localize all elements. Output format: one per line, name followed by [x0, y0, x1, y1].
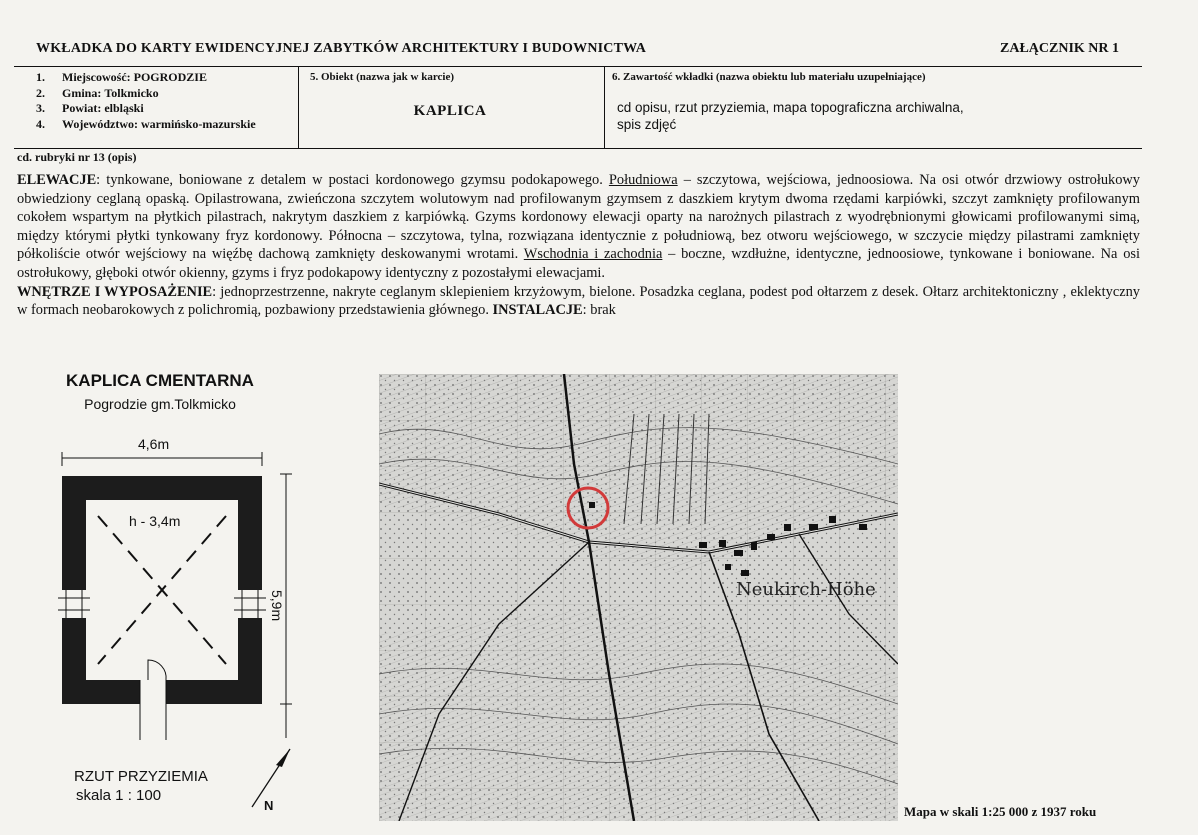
contents-heading: 6. Zawartość wkładki (nazwa obiektu lub materiału uzupełniające): [612, 71, 926, 83]
location-item: 4. Województwo: warmińsko-mazurskie: [36, 116, 256, 131]
location-block: [36, 70, 256, 132]
contents-value: cd opisu, rzut przyziemia, mapa topograficzna archiwalna, spis zdjęć: [617, 100, 964, 132]
vault-height-label: h - 3,4m: [129, 513, 181, 529]
header-rule-bottom: [14, 148, 1142, 149]
object-name: KAPLICA: [413, 103, 487, 119]
archival-map: [379, 374, 898, 821]
plan-width-dimension: 4,6m: [138, 436, 170, 452]
annex-label: ZAŁĄCZNIK NR 1: [1000, 41, 1120, 56]
floor-plan-drawing: [40, 450, 300, 750]
plan-caption: RZUT PRZYZIEMIA: [74, 768, 208, 785]
plan-title: KAPLICA CMENTARNA: [66, 371, 254, 390]
map-caption: Mapa w skali 1:25 000 z 1937 roku: [904, 804, 1097, 819]
map-place-label: Neukirch-Höhe: [736, 579, 876, 600]
object-heading: 5. Obiekt (nazwa jak w karcie): [310, 71, 455, 83]
location-item: 2. Gmina: Tolkmicko: [36, 85, 159, 100]
section-label: cd. rubryki nr 13 (opis): [17, 150, 137, 164]
header-rule-top: [14, 66, 1142, 67]
header-divider-1: [298, 67, 299, 148]
plan-scale: skala 1 : 100: [76, 787, 162, 804]
plan-length-dimension: 5,9m: [269, 590, 285, 622]
north-label: N: [264, 798, 274, 813]
location-item: 3. Powiat: elbląski: [36, 101, 144, 115]
document-title: WKŁADKA DO KARTY EWIDENCYJNEJ ZABYTKÓW ARCHITEKTURY I BUDOWNICTWA: [36, 41, 647, 56]
description-text: ELEWACJE: tynkowane, boniowane z detalem w postaci kordonowego gzymsu podokapowego. Południowa – szczytowa, wejściowa, jednoosiowa. Na osi otwór drzwiowy ostrołukowy obwiedziony ceglaną opaską. Opilastrowana, zwieńczona szczytem wolutowym nad profilowanym gzymsem z daszkiem krytym dwoma rzędami karpiówki, szczyt zamknięty profilowanym cokołem wspartym na płytkich pilastrach, nakrytym daszkiem z karpiówką. Gzyms kordonowy elewacji oparty na narożnych pilastrach z wyodrębnionymi głowicami profilowanymi simą, między którymi płytki tynkowany fryz kordonowy. Północna – szczytowa, tylna, rozwiązana identycznie z południową, bez otworu wejściowego, w szczycie między pilastrami zamknięty półkoliście otwór wejściowy na więźbę dachową zamknięty deskowanymi wrotami. Wschodnia i zachodnia – boczne, wzdłużne, identyczne, jednoosiowe, tynkowane i boniowane. Na osi ostrołukowy, głęboki otwór okienny, gzyms i fryz podokapowy identyczny z pozostałymi elewacjami. WNĘTRZE I WYPOSAŻENIE: jednoprzestrzenne, nakryte ceglanym sklepieniem krzyżowym, bielone. Posadzka ceglana, podest pod ołtarzem z desek. Ołtarz architektoniczny , eklektyczny w formach neobarokowych z polichromią, pozbawiony przedstawienia głównego. INSTALACJE: brak: [17, 172, 1140, 319]
location-item: 1. Miejscowość: POGRODZIE: [36, 70, 207, 84]
plan-subtitle: Pogrodzie gm.Tolkmicko: [84, 396, 236, 412]
header-divider-2: [604, 67, 605, 148]
